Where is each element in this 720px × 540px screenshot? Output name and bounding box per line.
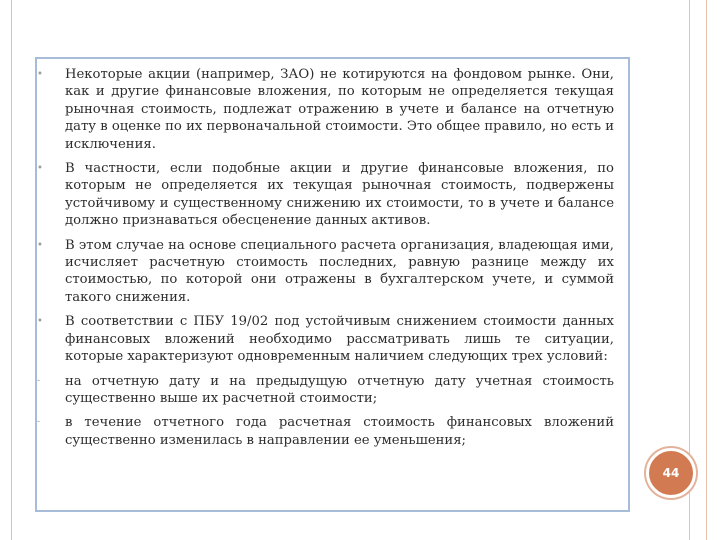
bullet-icon: • (37, 239, 43, 251)
left-decorative-rule (11, 0, 12, 540)
bullet-item-1 (37, 66, 614, 153)
dash-item-2 (37, 414, 614, 449)
bullet-text: Некоторые акции (например, ЗАО) не котируются на фондовом рынке. Они, как и другие финансовые вложения, по которым не определяется текущая рыночная стоимость, подлежат отражению в учете и балансе на отчетную дату в оценке по их первоначальной стоимости. Это общее правило, но есть и исключения. (65, 67, 614, 152)
slide-body-text (37, 66, 614, 456)
dash-icon: - (37, 417, 41, 428)
dash-item-1 (37, 373, 614, 408)
bullet-text: В соответствии с ПБУ 19/02 под устойчивым снижением стоимости данных финансовых вложений необходимо рассматривать лишь те ситуации, которые характеризуют одновременным наличием следующих трех условий: (65, 314, 614, 365)
bullet-item-4 (37, 313, 614, 365)
bullet-text: В частности, если подобные акции и другие финансовые вложения, по которым не определяется их текущая рыночная стоимость, подвержены устойчивому и существенному снижению их стоимости, то в учете и балансе должно признаваться обесценение данных активов. (65, 161, 614, 229)
bullet-icon: • (37, 69, 43, 80)
bullet-icon: • (37, 163, 43, 175)
dash-item-text: в течение отчетного года расчетная стоимость финансовых вложений существенно изменилась в направлении ее уменьшения; (65, 415, 614, 448)
right-decorative-rule-outer (706, 0, 707, 540)
page-number-badge: 44 (646, 448, 696, 498)
dash-item-text: на отчетную дату и на предыдущую отчетную дату учетная стоимость существенно выше их расчетной стоимости; (65, 373, 614, 406)
bullet-item-2 (37, 160, 614, 230)
bullet-text: В этом случае на основе специального расчета организация, владеющая ими, исчисляет расчетную стоимость последних, равную разнице между их стоимостью, по которой они отражены в бухгалтерском учете, и суммой такого снижения. (65, 237, 614, 305)
bullet-icon: • (37, 316, 43, 328)
bullet-item-3 (37, 237, 614, 307)
dash-icon: - (37, 375, 41, 386)
